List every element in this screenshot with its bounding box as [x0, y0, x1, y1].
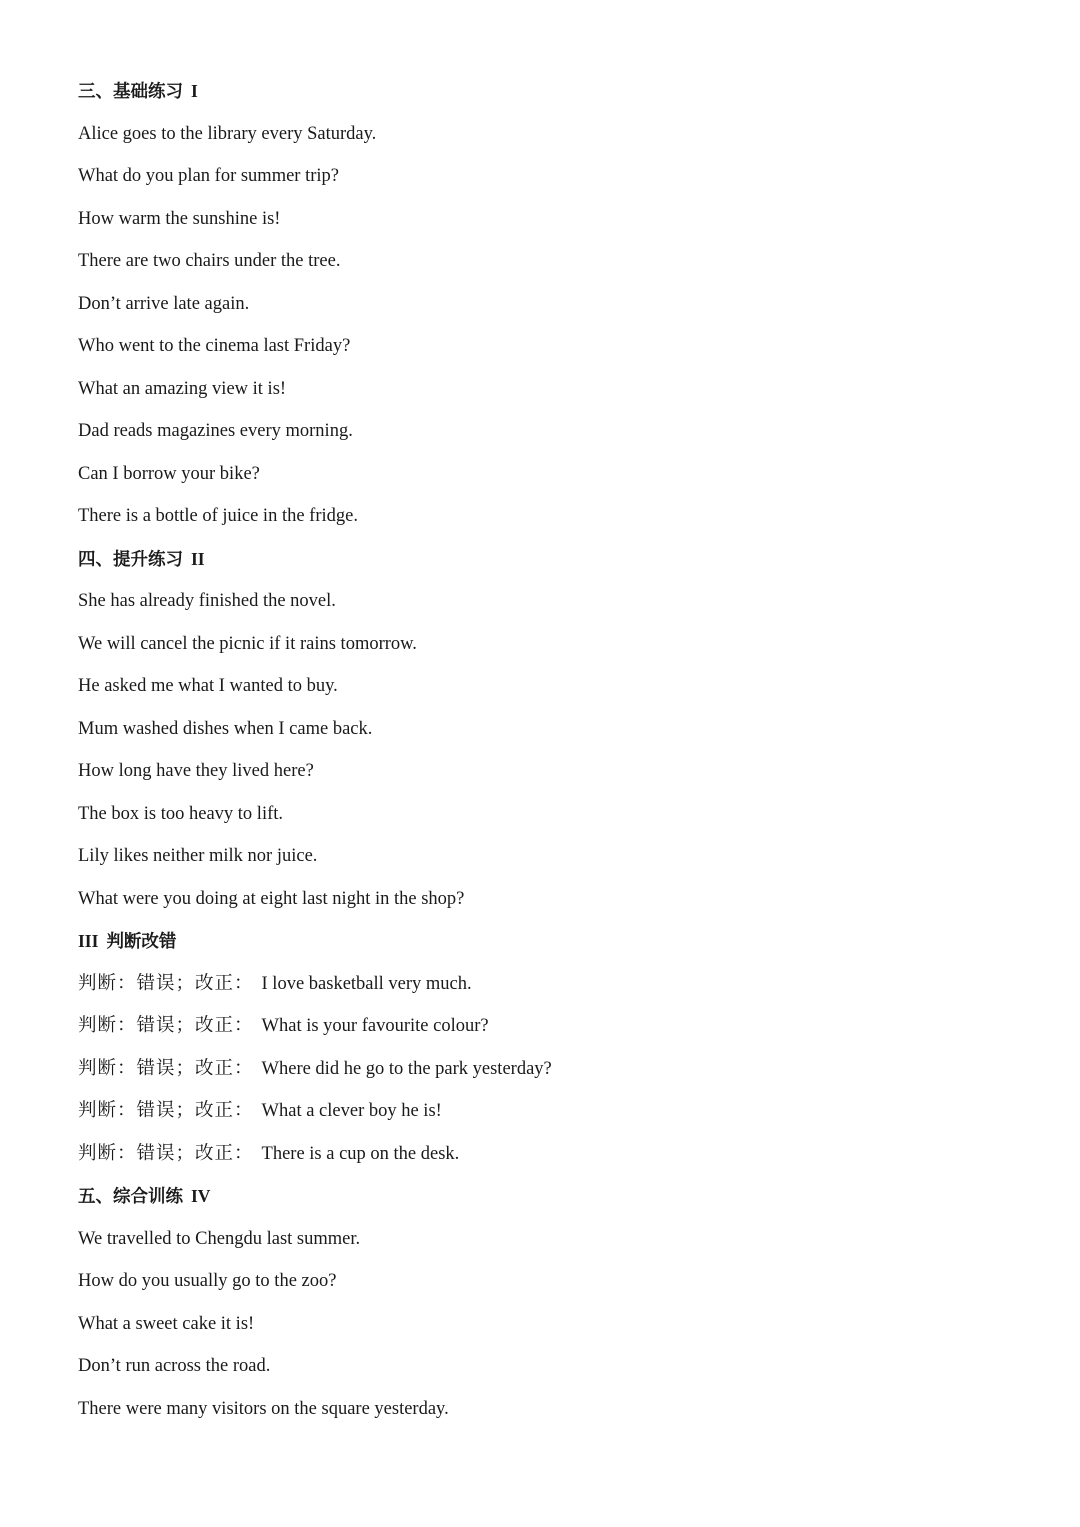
answer-line: Lily likes neither milk nor juice. [78, 846, 318, 866]
answer-line: What an amazing view it is! [78, 378, 287, 399]
answer-line: What were you doing at eight last night in the shop? [78, 888, 465, 909]
correction-line [78, 1137, 1018, 1180]
answer-line: He asked me what I wanted to buy. [78, 676, 338, 696]
worksheet-answers [78, 74, 1018, 1434]
answer-line: There were many visitors on the square yesterday. [78, 1398, 449, 1419]
corrected-sentence: There is a cup on the desk. [261, 1143, 460, 1164]
section-roman-numeral: III [78, 931, 99, 951]
section-heading-error-correction [78, 924, 1018, 967]
answer-line: What do you plan for summer trip? [78, 166, 339, 186]
answer-line: How do you usually go to the zoo? [78, 1271, 337, 1291]
section-heading-comprehensive [78, 1179, 1018, 1222]
judge-label: 判断：错误；改正： [78, 1058, 254, 1079]
answer-line: There is a bottle of juice in the fridge. [78, 506, 358, 526]
answer-line: Dad reads magazines every morning. [78, 421, 353, 441]
judge-label: 判断：错误；改正： [78, 1143, 254, 1164]
answer-line: How long have they lived here? [78, 761, 314, 781]
corrected-sentence: Where did he go to the park yesterday? [261, 1058, 552, 1079]
answer-line: We will cancel the picnic if it rains tomorrow. [78, 633, 417, 654]
section-roman-numeral: I [191, 81, 198, 101]
answer-line: Mum washed dishes when I came back. [78, 718, 373, 739]
answer-line: Can I borrow your bike? [78, 463, 260, 484]
answer-line: Don’t run across the road. [78, 1356, 271, 1376]
answer-line: Who went to the cinema last Friday? [78, 336, 351, 356]
answer-line: How warm the sunshine is! [78, 208, 281, 229]
correction-line [78, 1009, 1018, 1052]
answer-line: What a sweet cake it is! [78, 1313, 255, 1334]
correction-line [78, 967, 1018, 1010]
corrected-sentence: What is your favourite colour? [261, 1016, 489, 1036]
answer-line: Alice goes to the library every Saturday. [78, 123, 377, 144]
section-title: 五、综合训练 [78, 1186, 183, 1206]
answer-line: Don’t arrive late again. [78, 293, 250, 314]
section-title: 四、提升练习 [78, 548, 183, 569]
correction-line [78, 1094, 1018, 1137]
judge-label: 判断：错误；改正： [78, 973, 254, 994]
answer-line: She has already finished the novel. [78, 591, 336, 611]
correction-line [78, 1052, 1018, 1095]
answer-line: There are two chairs under the tree. [78, 251, 341, 271]
corrected-sentence: What a clever boy he is! [261, 1101, 442, 1121]
answer-line: The box is too heavy to lift. [78, 803, 284, 824]
corrected-sentence: I love basketball very much. [261, 973, 472, 994]
section-heading-basic [78, 74, 1018, 117]
section-heading-advanced [78, 542, 1018, 585]
answer-line: We travelled to Chengdu last summer. [78, 1228, 361, 1249]
judge-label: 判断：错误；改正： [78, 1101, 254, 1121]
judge-label: 判断：错误；改正： [78, 1016, 254, 1036]
section-title: 判断改错 [106, 931, 177, 951]
section-roman-numeral: IV [191, 1186, 211, 1206]
section-roman-numeral: II [191, 548, 205, 569]
section-title: 三、基础练习 [78, 81, 183, 101]
